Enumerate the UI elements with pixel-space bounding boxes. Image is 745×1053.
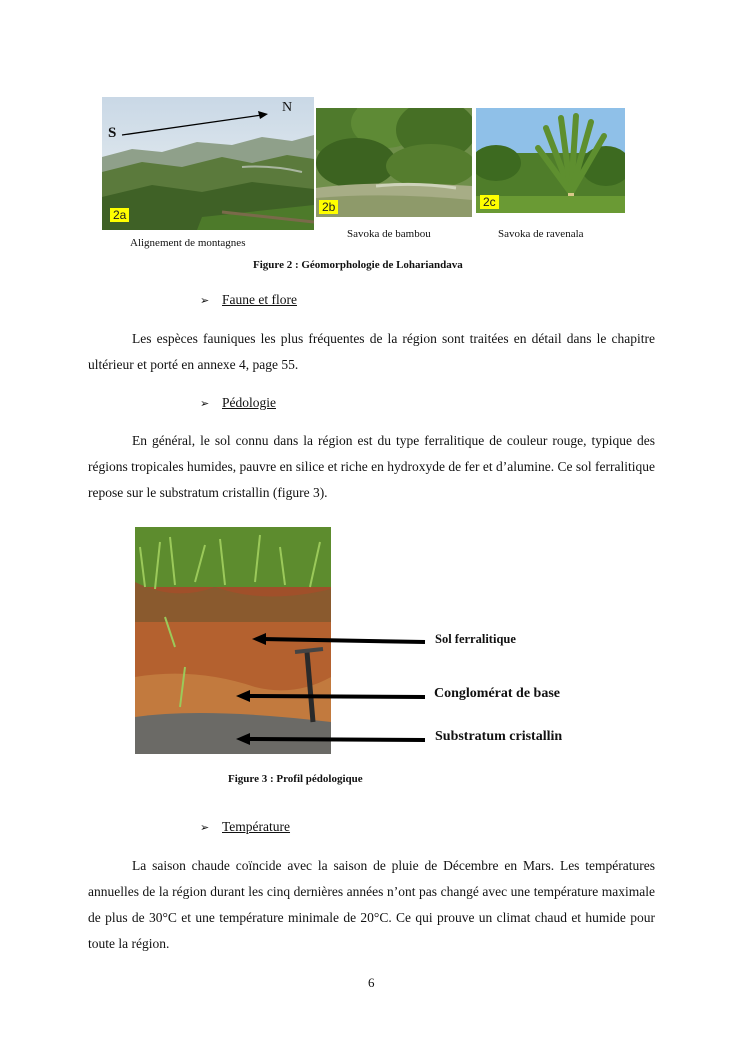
direction-arrow (102, 97, 314, 230)
heading-temperature-text: Température (222, 819, 291, 834)
heading-faune-text: Faune et flore (222, 292, 297, 307)
heading-temperature (200, 819, 290, 835)
compass-s-label: S (108, 125, 117, 141)
heading-pedologie (200, 395, 276, 411)
caption-mountains: Alignement de montagnes (130, 237, 246, 249)
bullet-arrow-icon: ➢ (200, 397, 210, 410)
heading-pedologie-text: Pédologie (222, 395, 276, 410)
paragraph-pedologie: En général, le sol connu dans la région est du type ferralitique de couleur rouge, typique des régions tropicales humides, pauvre en silice et riche en hydroxyde de fer et d’alumine. Ce sol ferralitique repose sur le substratum cristallin (figure 3). (88, 433, 655, 500)
figure2-title: Figure 2 : Géomorphologie de Lohariandava (253, 259, 463, 271)
figure3-title: Figure 3 : Profil pédologique (228, 773, 363, 785)
label-conglomerat: Conglomérat de base (434, 686, 560, 701)
photo-ravenala (476, 108, 625, 213)
photo-mountains (102, 97, 314, 230)
bullet-arrow-icon: ➢ (200, 294, 210, 307)
bullet-arrow-icon: ➢ (200, 821, 210, 834)
caption-ravenala: Savoka de ravenala (498, 228, 584, 240)
badge-2b: 2b (319, 200, 338, 214)
label-sol-ferralitique: Sol ferralitique (435, 632, 516, 646)
page-number: 6 (368, 975, 375, 990)
caption-bamboo: Savoka de bambou (347, 228, 431, 240)
label-substratum: Substratum cristallin (435, 729, 563, 744)
badge-2a: 2a (110, 208, 129, 222)
paragraph-temperature: La saison chaude coïncide avec la saison de pluie de Décembre en Mars. Les températures annuelles de la région durant les cinq dernières années n’ont pas changé avec une température maximale de plus de 30°C et une température minimale de 20°C. Ce qui prouve un climat chaud et humide pour toute la région. (88, 858, 655, 951)
compass-n-label: N (282, 100, 293, 115)
label-arrows (230, 630, 430, 750)
photo-bamboo (316, 108, 472, 217)
heading-faune (200, 292, 297, 308)
badge-2c: 2c (480, 195, 499, 209)
paragraph-faune: Les espèces fauniques les plus fréquentes de la région sont traitées en détail dans le chapitre ultérieur et porté en annexe 4, page 55. (88, 331, 655, 372)
